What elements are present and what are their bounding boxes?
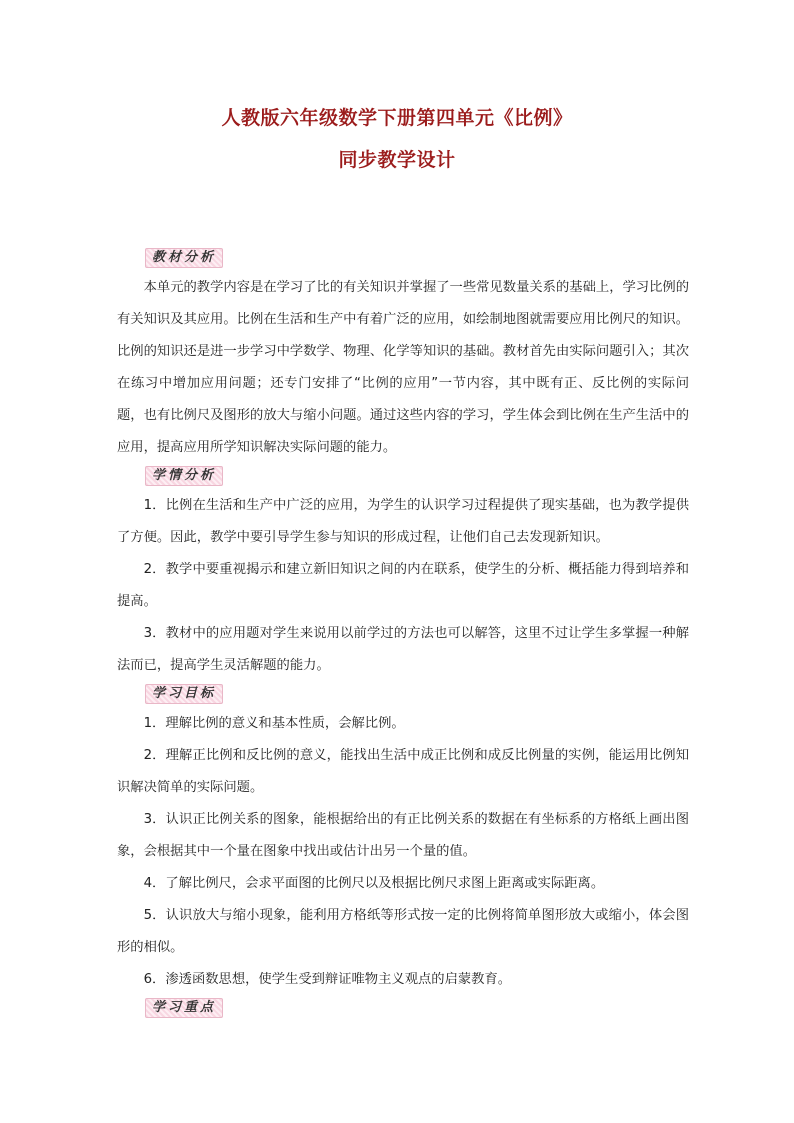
paragraph: 本单元的教学内容是在学习了比的有关知识并掌握了一些常见数量关系的基础上，学习比例的有关知识及其应用。比例在生活和生产中有着广泛的应用，如绘制地图就需要应用比例尺的知识。比例的知识还是进一步学习中学数学、物理、化学等知识的基础。教材首先由实际问题引入；其次在练习中增加应用问题；还专门安排了“比例的应用”一节内容，其中既有正、反比例的实际问题，也有比例尺及图形的放大与缩小问题。通过这些内容的学习，学生体会到比例在生产生活中的应用，提高应用所学知识解决实际问题的能力。 [117,280,689,455]
section-tag: 学习目标 [145,684,223,704]
section-tag: 学情分析 [145,466,223,486]
paragraph: 6．渗透函数思想，使学生受到辩证唯物主义观点的启蒙教育。 [143,972,512,987]
paragraph: 2．理解正比例和反比例的意义，能找出生活中成正比例和成反比例量的实例，能运用比例知识解决简单的实际问题。 [117,748,689,795]
paragraph: 1．理解比例的意义和基本性质，会解比例。 [143,716,405,731]
document-subtitle: 同步教学设计 [338,149,456,171]
paragraph: 3．教材中的应用题对学生来说用以前学过的方法也可以解答，这里不过让学生多掌握一种解法而已，提高学生灵活解题的能力。 [117,626,689,673]
document-body [117,246,689,1022]
document-title: 人教版六年级数学下册第四单元《比例》 [221,107,573,129]
paragraph: 5．认识放大与缩小现象，能利用方格纸等形式按一定的比例将简单图形放大或缩小，体会图形的相似。 [117,908,689,955]
section-tag: 教材分析 [145,248,223,268]
paragraph: 3．认识正比例关系的图象，能根据给出的有正比例关系的数据在有坐标系的方格纸上画出图象，会根据其中一个量在图象中找出或估计出另一个量的值。 [117,812,689,859]
paragraph: 1．比例在生活和生产中广泛的应用，为学生的认识学习过程提供了现实基础，也为教学提供了方便。因此，教学中要引导学生参与知识的形成过程，让他们自己去发现新知识。 [117,498,689,545]
paragraph: 4．了解比例尺，会求平面图的比例尺以及根据比例尺求图上距离或实际距离。 [143,876,605,891]
section-student-analysis [117,464,689,682]
section-textbook-analysis [117,246,689,464]
section-key-points [117,996,689,1022]
section-learning-objectives [117,682,689,996]
paragraph: 2．教学中要重视揭示和建立新旧知识之间的内在联系，使学生的分析、概括能力得到培养和提高。 [117,562,689,609]
section-tag: 学习重点 [145,998,223,1018]
